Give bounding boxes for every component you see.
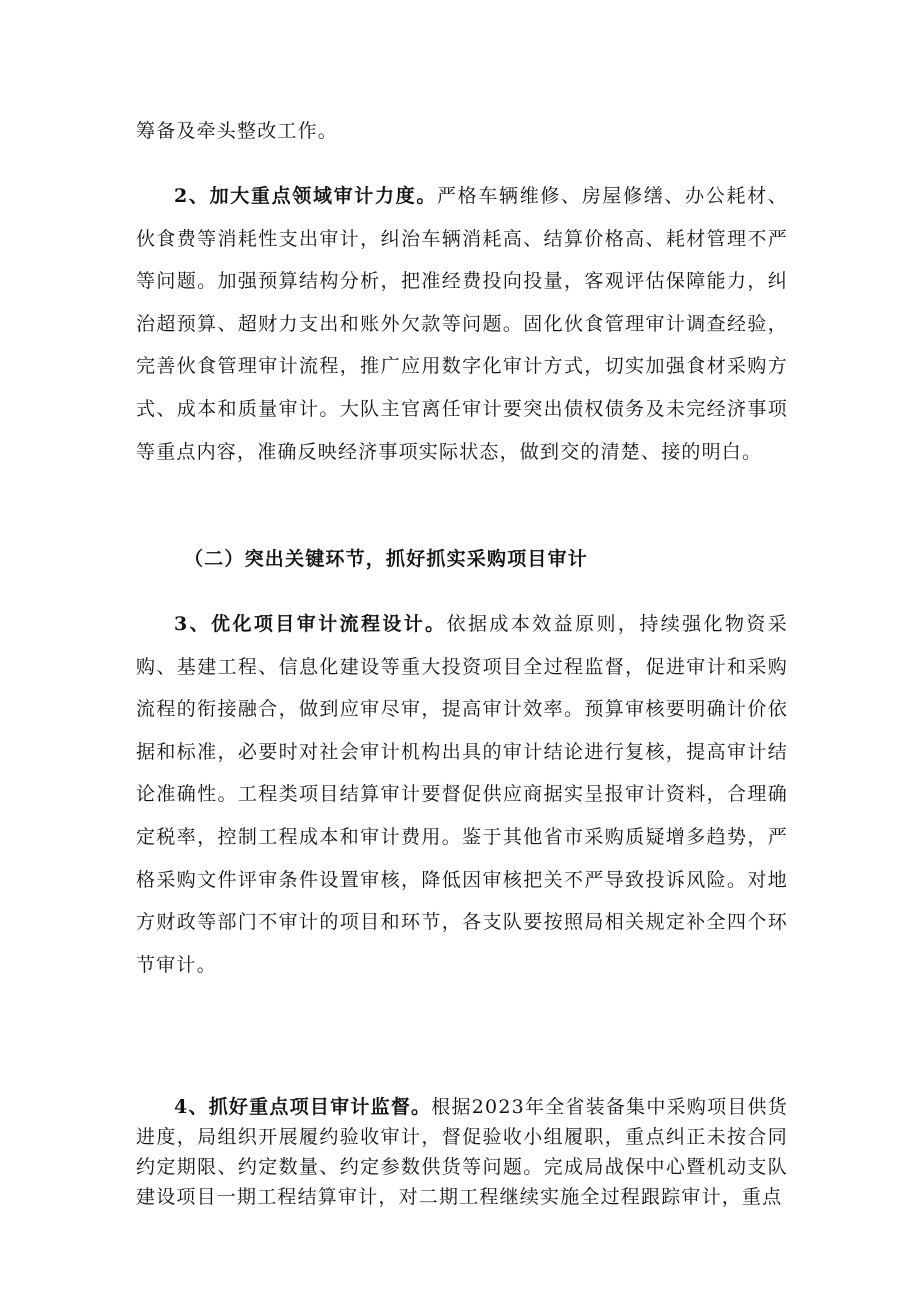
paragraph-2 [136, 175, 788, 473]
paragraph-3-lead: 3、优化项目审计流程设计。 [174, 613, 447, 635]
paragraph-3-body: 依据成本效益原则，持续强化物资采购、基建工程、信息化建设等重大投资项目全过程监督，促进审计和采购流程的衔接融合，做到应审尽审，提高审计效率。预算审核要明确计价依据和标准，必要时对社会审计机构出具的审计结论进行复核，提高审计结论准确性。工程类项目结算审计要督促供应商据实呈报审计资料，合理确定税率，控制工程成本和审计费用。鉴于其他省市采购质疑增多趋势，严格采购文件评审条件设置审核，降低因审核把关不严导致投诉风险。对地方财政等部门不审计的项目和环节，各支队要按照局相关规定补全四个环节审计。 [136, 613, 788, 976]
paragraph-4-body: 根据2023年全省装备集中采购项目供货进度，局组织开展履约验收审计，督促验收小组履职，重点纠正未按合同约定期限、约定数量、约定参数供货等问题。完成局战保中心暨机动支队建设项目一期工程结算审计，对二期工程继续实施全过程跟踪审计，重点 [136, 1096, 788, 1208]
paragraph-2-body: 严格车辆维修、房屋修缮、办公耗材、伙食费等消耗性支出审计，纠治车辆消耗高、结算价格高、耗材管理不严等问题。加强预算结构分析，把准经费投向投量，客观评估保障能力，纠治超预算、超财力支出和账外欠款等问题。固化伙食管理审计调查经验，完善伙食管理审计流程，推广应用数字化审计方式，切实加强食材采购方式、成本和质量审计。大队主官离任审计要突出债权债务及未完经济事项等重点内容，准确反映经济事项实际状态，做到交的清楚、接的明白。 [136, 185, 788, 463]
paragraph-4-lead: 4、抓好重点项目审计监督。 [174, 1096, 432, 1118]
paragraph-2-lead: 2、加大重点领域审计力度。 [174, 185, 437, 207]
section-heading-2: （二）突出关键环节，抓好抓实采购项目审计 [184, 548, 589, 570]
paragraph-3 [136, 603, 788, 986]
paragraph-continuation: 筹备及牵头整改工作。 [136, 120, 339, 142]
paragraph-4 [136, 1092, 788, 1212]
